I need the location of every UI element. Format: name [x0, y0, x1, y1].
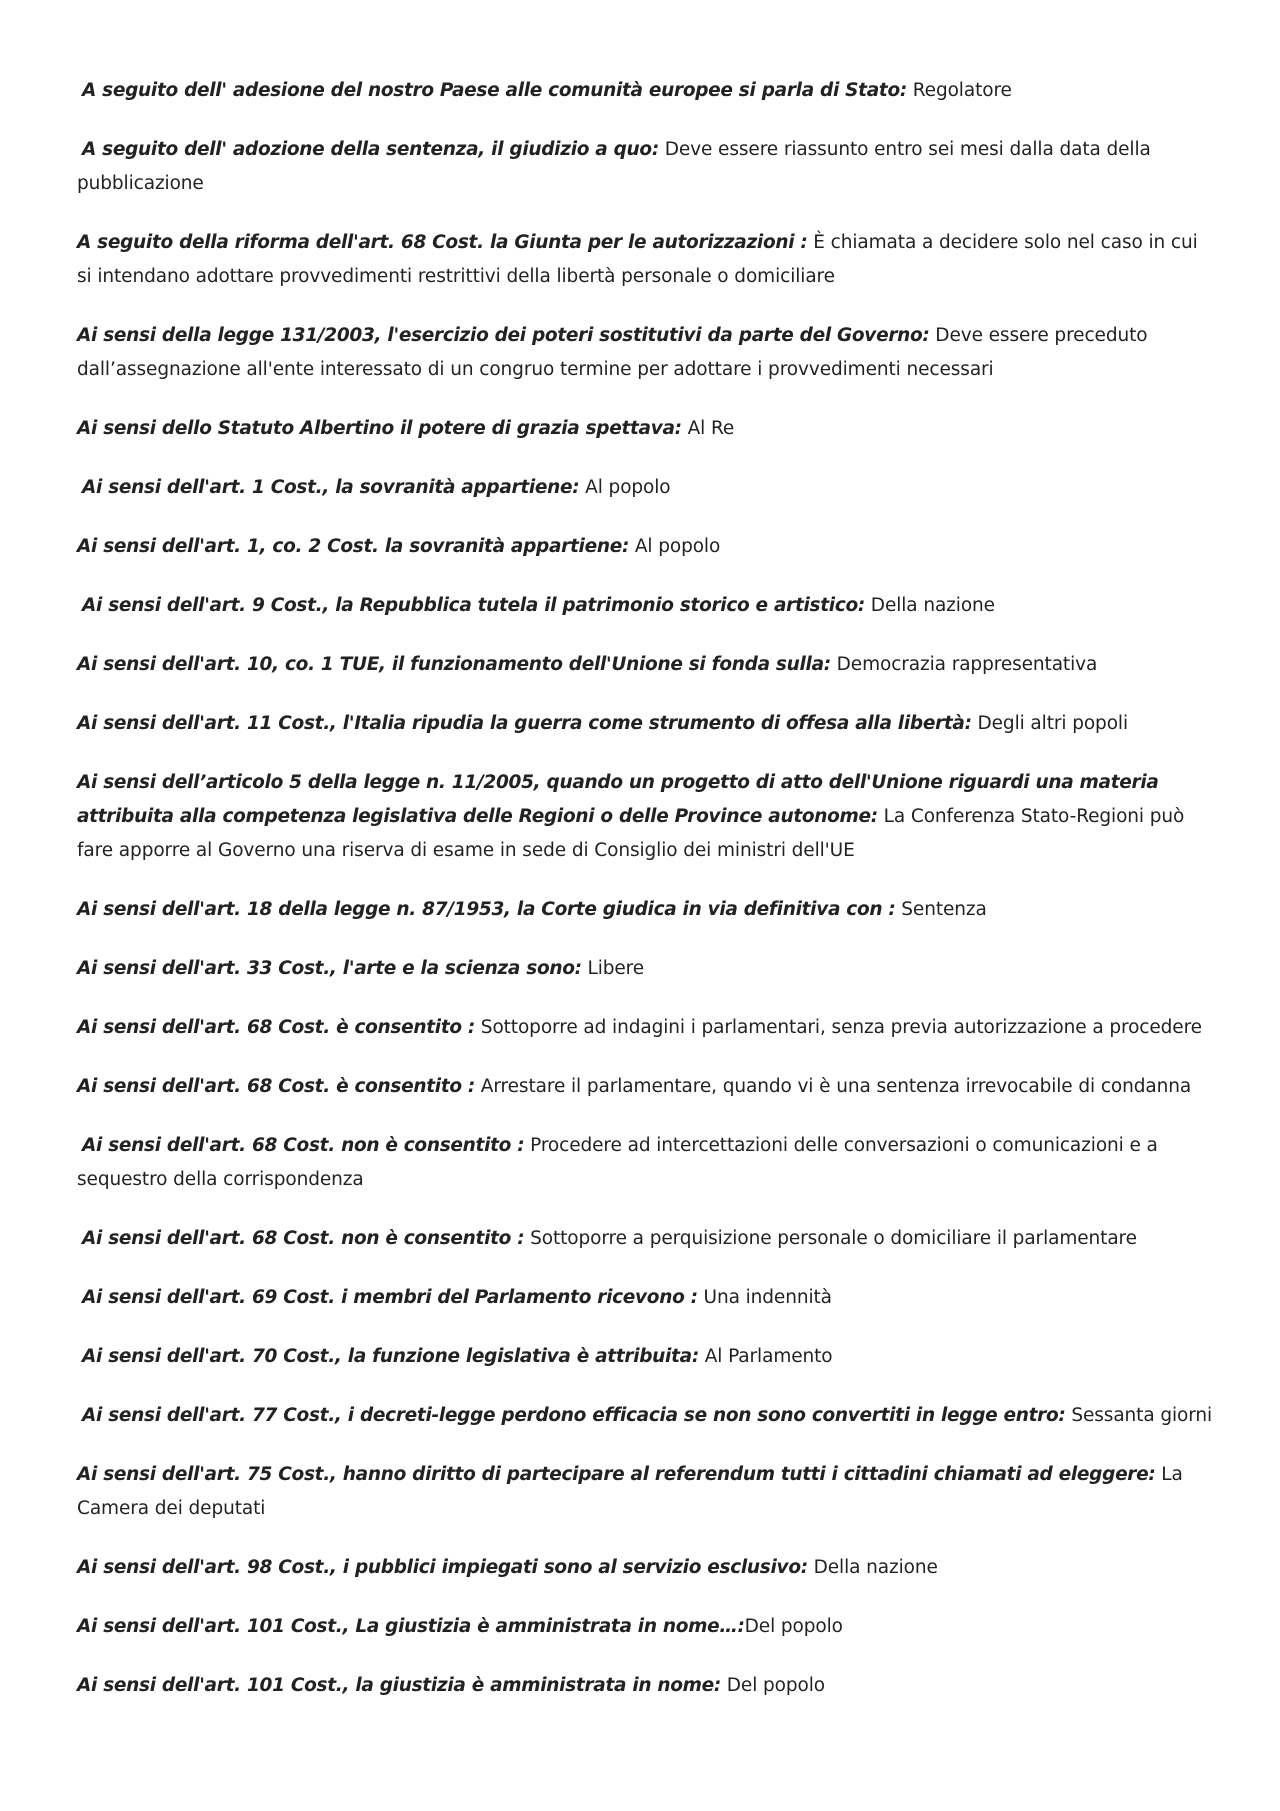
answer-text: È chiamata a decidere solo nel caso in cui si intendano adottare provvedimenti restrittivi della libertà personale o domiciliare — [77, 232, 1198, 287]
answer-text: Sottoporre ad indagini i parlamentari, senza previa autorizzazione a procedere — [480, 1017, 1202, 1038]
answer-text: Deve essere preceduto dall’assegnazione all'ente interessato di un congruo termine per adottare i provvedimenti necessari — [77, 325, 1148, 380]
answer-text: Sessanta giorni — [1071, 1405, 1213, 1426]
question-text: Ai sensi dell'art. 33 Cost., l'arte e la scienza sono: — [77, 958, 582, 979]
question-text: Ai sensi dell'art. 1 Cost., la sovranità appartiene: — [82, 477, 580, 498]
question-text: Ai sensi dell'art. 68 Cost. è consentito : — [77, 1017, 476, 1038]
question-text: Ai sensi dell’articolo 5 della legge n. 11/2005, quando un progetto di atto dell'Unione riguardi una materia attribuita alla competenza legislativa delle Regioni o delle Province autonome: — [77, 772, 1159, 827]
answer-text: La Camera dei deputati — [77, 1464, 1183, 1519]
qa-entry — [77, 226, 1217, 294]
question-text: Ai sensi dell'art. 18 della legge n. 87/1953, la Corte giudica in via definitiva con : — [77, 899, 896, 920]
answer-text: Procedere ad intercettazioni delle conversazioni o comunicazioni e a sequestro della corrispondenza — [77, 1135, 1158, 1190]
answer-text: Democrazia rappresentativa — [836, 654, 1098, 675]
qa-entry — [77, 766, 1217, 868]
qa-entry — [77, 1340, 1217, 1374]
answer-text: Del popolo — [726, 1675, 826, 1696]
question-text: Ai sensi dell'art. 77 Cost., i decreti-legge perdono efficacia se non sono convertiti in legge entro: — [82, 1405, 1066, 1426]
answer-text: Libere — [587, 958, 645, 979]
qa-entry — [77, 1458, 1217, 1526]
qa-entry — [77, 1222, 1217, 1256]
qa-entry — [77, 1281, 1217, 1315]
answer-text: Al Parlamento — [704, 1346, 833, 1367]
qa-entry — [77, 952, 1217, 986]
qa-entry — [77, 412, 1217, 446]
question-text: Ai sensi dell'art. 1, co. 2 Cost. la sovranità appartiene: — [77, 536, 630, 557]
qa-entry — [77, 1551, 1217, 1585]
qa-entry — [77, 707, 1217, 741]
question-text: Ai sensi dell'art. 101 Cost., la giustizia è amministrata in nome: — [77, 1675, 721, 1696]
question-text: Ai sensi dell'art. 98 Cost., i pubblici impiegati sono al servizio esclusivo: — [77, 1557, 808, 1578]
answer-text: Sottoporre a perquisizione personale o domiciliare il parlamentare — [530, 1228, 1137, 1249]
qa-entry — [77, 319, 1217, 387]
answer-text: Regolatore — [912, 80, 1012, 101]
answer-text: Della nazione — [813, 1557, 938, 1578]
question-text: Ai sensi dell'art. 101 Cost., La giustizia è amministrata in nome…: — [77, 1616, 745, 1637]
question-text: A seguito dell' adesione del nostro Paese alle comunità europee si parla di Stato: — [82, 80, 907, 101]
answer-text: Al popolo — [634, 536, 721, 557]
question-text: A seguito dell' adozione della sentenza, il giudizio a quo: — [82, 139, 659, 160]
qa-entry — [77, 893, 1217, 927]
answer-text: Al Re — [687, 418, 735, 439]
question-text: A seguito della riforma dell'art. 68 Cost. la Giunta per le autorizzazioni : — [77, 232, 808, 253]
qa-entry — [77, 1669, 1217, 1703]
answer-text: Del popolo — [744, 1616, 843, 1637]
question-text: Ai sensi dell'art. 68 Cost. non è consentito : — [82, 1135, 525, 1156]
question-text: Ai sensi dell'art. 75 Cost., hanno diritto di partecipare al referendum tutti i cittadini chiamati ad eleggere: — [77, 1464, 1156, 1485]
qa-entry — [77, 1129, 1217, 1197]
question-text: Ai sensi della legge 131/2003, l'esercizio dei poteri sostitutivi da parte del Governo: — [77, 325, 930, 346]
qa-entry — [77, 74, 1217, 108]
question-text: Ai sensi dell'art. 11 Cost., l'Italia ripudia la guerra come strumento di offesa alla libertà: — [77, 713, 972, 734]
question-text: Ai sensi dell'art. 69 Cost. i membri del Parlamento ricevono : — [82, 1287, 698, 1308]
answer-text: Della nazione — [870, 595, 995, 616]
question-text: Ai sensi dell'art. 68 Cost. non è consentito : — [82, 1228, 525, 1249]
question-text: Ai sensi dell'art. 68 Cost. è consentito : — [77, 1076, 476, 1097]
qa-entry — [77, 530, 1217, 564]
qa-entry — [77, 133, 1217, 201]
question-text: Ai sensi dell'art. 10, co. 1 TUE, il funzionamento dell'Unione si fonda sulla: — [77, 654, 831, 675]
answer-text: Al popolo — [585, 477, 671, 498]
qa-entry — [77, 1011, 1217, 1045]
qa-entry — [77, 648, 1217, 682]
qa-entry — [77, 589, 1217, 623]
answer-text: Deve essere riassunto entro sei mesi dalla data della pubblicazione — [77, 139, 1151, 194]
answer-text: La Conferenza Stato-Regioni può fare apporre al Governo una riserva di esame in sede di Consiglio dei ministri dell'UE — [77, 806, 1185, 861]
qa-entry — [77, 1610, 1217, 1644]
answer-text: Una indennità — [703, 1287, 832, 1308]
answer-text: Arrestare il parlamentare, quando vi è una sentenza irrevocabile di condanna — [480, 1076, 1192, 1097]
qa-entry — [77, 1399, 1217, 1433]
question-text: Ai sensi dello Statuto Albertino il potere di grazia spettava: — [77, 418, 682, 439]
qa-entry — [77, 1070, 1217, 1104]
question-text: Ai sensi dell'art. 70 Cost., la funzione legislativa è attribuita: — [82, 1346, 699, 1367]
qa-entry — [77, 471, 1217, 505]
answer-text: Sentenza — [901, 899, 987, 920]
answer-text: Degli altri popoli — [977, 713, 1128, 734]
question-text: Ai sensi dell'art. 9 Cost., la Repubblica tutela il patrimonio storico e artistico: — [82, 595, 866, 616]
qa-list — [77, 74, 1217, 1728]
